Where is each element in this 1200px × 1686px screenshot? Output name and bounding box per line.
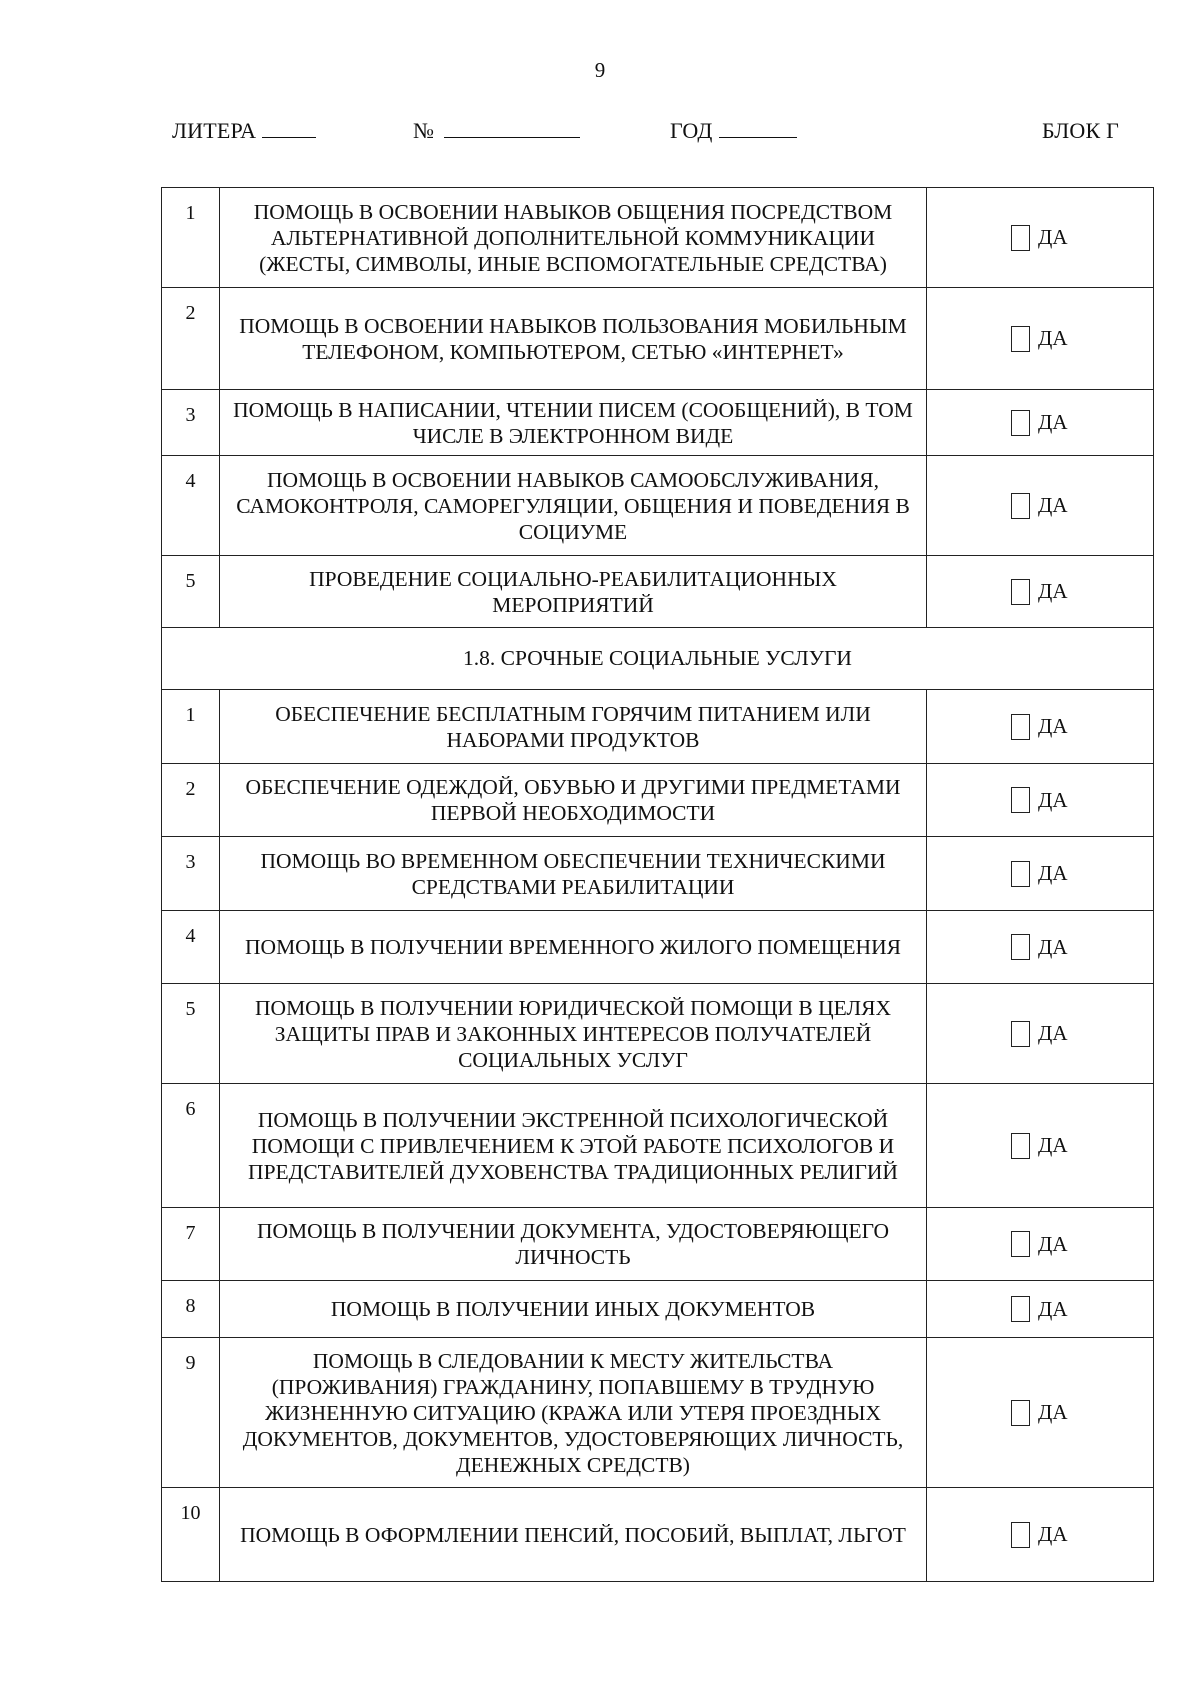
row-number: 2 xyxy=(162,288,220,390)
yes-label: ДА xyxy=(1038,714,1068,738)
checkbox[interactable] xyxy=(1011,1296,1030,1322)
yes-label: ДА xyxy=(1038,1522,1068,1546)
table-row xyxy=(162,837,1154,911)
yes-label: ДА xyxy=(1038,1021,1068,1045)
yes-option[interactable] xyxy=(927,934,1153,960)
litera-blank[interactable] xyxy=(262,119,316,138)
service-description: ПОМОЩЬ ВО ВРЕМЕННОМ ОБЕСПЕЧЕНИИ ТЕХНИЧЕСКИМИ СРЕДСТВАМИ РЕАБИЛИТАЦИИ xyxy=(220,837,927,911)
yes-option[interactable] xyxy=(927,1231,1153,1257)
yes-option[interactable] xyxy=(927,1021,1153,1047)
yes-label: ДА xyxy=(1038,579,1068,603)
service-description: ПОМОЩЬ В ПОЛУЧЕНИИ ЮРИДИЧЕСКОЙ ПОМОЩИ В ЦЕЛЯХ ЗАЩИТЫ ПРАВ И ЗАКОННЫХ ИНТЕРЕСОВ ПОЛУЧАТЕЛЕЙ СОЦИАЛЬНЫХ УСЛУГ xyxy=(220,984,927,1084)
page-number: 9 xyxy=(594,58,606,82)
yes-label: ДА xyxy=(1038,1133,1068,1157)
checkbox[interactable] xyxy=(1011,714,1030,740)
yes-label: ДА xyxy=(1038,225,1068,249)
yes-label: ДА xyxy=(1038,493,1068,517)
table-row xyxy=(162,1338,1154,1488)
service-description: ПОМОЩЬ В ПОЛУЧЕНИИ ИНЫХ ДОКУМЕНТОВ xyxy=(220,1281,927,1338)
row-number: 10 xyxy=(162,1488,220,1582)
yes-option[interactable] xyxy=(927,1400,1153,1426)
checkbox[interactable] xyxy=(1011,1522,1030,1548)
row-number: 5 xyxy=(162,556,220,628)
table-row xyxy=(162,911,1154,984)
service-description: ПОМОЩЬ В ОСВОЕНИИ НАВЫКОВ ОБЩЕНИЯ ПОСРЕДСТВОМ АЛЬТЕРНАТИВНОЙ ДОПОЛНИТЕЛЬНОЙ КОММУНИКАЦИИ (ЖЕСТЫ, СИМВОЛЫ, ИНЫЕ ВСПОМОГАТЕЛЬНЫЕ СРЕДСТВА) xyxy=(220,188,927,288)
table-row xyxy=(162,288,1154,390)
service-description: ПОМОЩЬ В ПОЛУЧЕНИИ ДОКУМЕНТА, УДОСТОВЕРЯЮЩЕГО ЛИЧНОСТЬ xyxy=(220,1208,927,1281)
checkbox[interactable] xyxy=(1011,410,1030,436)
row-number: 1 xyxy=(162,690,220,764)
yes-label: ДА xyxy=(1038,787,1068,812)
section-row xyxy=(162,628,1154,690)
section-title: 1.8. СРОЧНЫЕ СОЦИАЛЬНЫЕ УСЛУГИ xyxy=(162,628,1154,690)
yes-label: ДА xyxy=(1038,934,1068,959)
checkbox[interactable] xyxy=(1011,1133,1030,1159)
service-description: ПОМОЩЬ В НАПИСАНИИ, ЧТЕНИИ ПИСЕМ (СООБЩЕНИЙ), В ТОМ ЧИСЛЕ В ЭЛЕКТРОННОМ ВИДЕ xyxy=(220,390,927,456)
number-blank[interactable] xyxy=(444,119,580,138)
yes-option[interactable] xyxy=(927,225,1153,251)
checkbox[interactable] xyxy=(1011,787,1030,813)
service-description: ПОМОЩЬ В ПОЛУЧЕНИИ ЭКСТРЕННОЙ ПСИХОЛОГИЧЕСКОЙ ПОМОЩИ С ПРИВЛЕЧЕНИЕМ К ЭТОЙ РАБОТЕ ПСИХОЛОГОВ И ПРЕДСТАВИТЕЛЕЙ ДУХОВЕНСТВА ТРАДИЦИОННЫХ РЕЛИГИЙ xyxy=(220,1084,927,1208)
table-row xyxy=(162,1488,1154,1582)
yes-option[interactable] xyxy=(927,1296,1153,1322)
table-row xyxy=(162,390,1154,456)
table-row xyxy=(162,1281,1154,1338)
yes-label: ДА xyxy=(1038,1400,1068,1424)
checkbox[interactable] xyxy=(1011,861,1030,887)
yes-option[interactable] xyxy=(927,714,1153,740)
checkbox[interactable] xyxy=(1011,225,1030,251)
table-row xyxy=(162,556,1154,628)
yes-label: ДА xyxy=(1038,410,1068,434)
row-number: 9 xyxy=(162,1338,220,1488)
service-description: ПОМОЩЬ В ОФОРМЛЕНИИ ПЕНСИЙ, ПОСОБИЙ, ВЫПЛАТ, ЛЬГОТ xyxy=(220,1488,927,1582)
table-row xyxy=(162,690,1154,764)
yes-option[interactable] xyxy=(927,861,1153,887)
row-number: 4 xyxy=(162,456,220,556)
checkbox[interactable] xyxy=(1011,1021,1030,1047)
yes-option[interactable] xyxy=(927,1522,1153,1548)
litera-field xyxy=(172,118,316,144)
year-field xyxy=(670,118,797,144)
yes-option[interactable] xyxy=(927,787,1153,813)
row-number: 4 xyxy=(162,911,220,984)
number-field xyxy=(413,118,580,144)
row-number: 1 xyxy=(162,188,220,288)
block-label: БЛОК Г xyxy=(1042,118,1119,143)
yes-label: ДА xyxy=(1038,1231,1068,1256)
table-row xyxy=(162,984,1154,1084)
yes-label: ДА xyxy=(1038,861,1068,885)
yes-option[interactable] xyxy=(927,326,1153,352)
row-number: 6 xyxy=(162,1084,220,1208)
litera-label: ЛИТЕРА xyxy=(172,118,257,143)
year-label: ГОД xyxy=(670,118,713,143)
table-row xyxy=(162,764,1154,837)
year-blank[interactable] xyxy=(719,119,797,138)
table-row xyxy=(162,188,1154,288)
row-number: 3 xyxy=(162,837,220,911)
row-number: 3 xyxy=(162,390,220,456)
checkbox[interactable] xyxy=(1011,579,1030,605)
yes-label: ДА xyxy=(1038,326,1068,350)
service-description: ПОМОЩЬ В ОСВОЕНИИ НАВЫКОВ САМООБСЛУЖИВАНИЯ, САМОКОНТРОЛЯ, САМОРЕГУЛЯЦИИ, ОБЩЕНИЯ И ПОВЕДЕНИЯ В СОЦИУМЕ xyxy=(220,456,927,556)
yes-option[interactable] xyxy=(927,1133,1153,1159)
service-description: ПОМОЩЬ В СЛЕДОВАНИИ К МЕСТУ ЖИТЕЛЬСТВА (ПРОЖИВАНИЯ) ГРАЖДАНИНУ, ПОПАВШЕМУ В ТРУДНУЮ ЖИЗНЕННУЮ СИТУАЦИЮ (КРАЖА ИЛИ УТЕРЯ ПРОЕЗДНЫХ ДОКУМЕНТОВ, ДОКУМЕНТОВ, УДОСТОВЕРЯЮЩИХ ЛИЧНОСТЬ, ДЕНЕЖНЫХ СРЕДСТВ) xyxy=(220,1338,927,1488)
yes-label: ДА xyxy=(1038,1296,1068,1321)
checkbox[interactable] xyxy=(1011,934,1030,960)
row-number: 5 xyxy=(162,984,220,1084)
yes-option[interactable] xyxy=(927,579,1153,605)
number-label: № xyxy=(413,118,435,143)
service-description: ПРОВЕДЕНИЕ СОЦИАЛЬНО-РЕАБИЛИТАЦИОННЫХ МЕРОПРИЯТИЙ xyxy=(220,556,927,628)
table-row xyxy=(162,1208,1154,1281)
checkbox[interactable] xyxy=(1011,493,1030,519)
checkbox[interactable] xyxy=(1011,1231,1030,1257)
row-number: 2 xyxy=(162,764,220,837)
table-row xyxy=(162,1084,1154,1208)
checkbox[interactable] xyxy=(1011,1400,1030,1426)
service-description: ОБЕСПЕЧЕНИЕ ОДЕЖДОЙ, ОБУВЬЮ И ДРУГИМИ ПРЕДМЕТАМИ ПЕРВОЙ НЕОБХОДИМОСТИ xyxy=(220,764,927,837)
yes-option[interactable] xyxy=(927,493,1153,519)
row-number: 8 xyxy=(162,1281,220,1338)
service-description: ПОМОЩЬ В ОСВОЕНИИ НАВЫКОВ ПОЛЬЗОВАНИЯ МОБИЛЬНЫМ ТЕЛЕФОНОМ, КОМПЬЮТЕРОМ, СЕТЬЮ «ИНТЕРНЕТ» xyxy=(220,288,927,390)
checkbox[interactable] xyxy=(1011,326,1030,352)
table-row xyxy=(162,456,1154,556)
services-table xyxy=(161,187,1154,1582)
yes-option[interactable] xyxy=(927,410,1153,436)
service-description: ОБЕСПЕЧЕНИЕ БЕСПЛАТНЫМ ГОРЯЧИМ ПИТАНИЕМ ИЛИ НАБОРАМИ ПРОДУКТОВ xyxy=(220,690,927,764)
service-description: ПОМОЩЬ В ПОЛУЧЕНИИ ВРЕМЕННОГО ЖИЛОГО ПОМЕЩЕНИЯ xyxy=(220,911,927,984)
row-number: 7 xyxy=(162,1208,220,1281)
